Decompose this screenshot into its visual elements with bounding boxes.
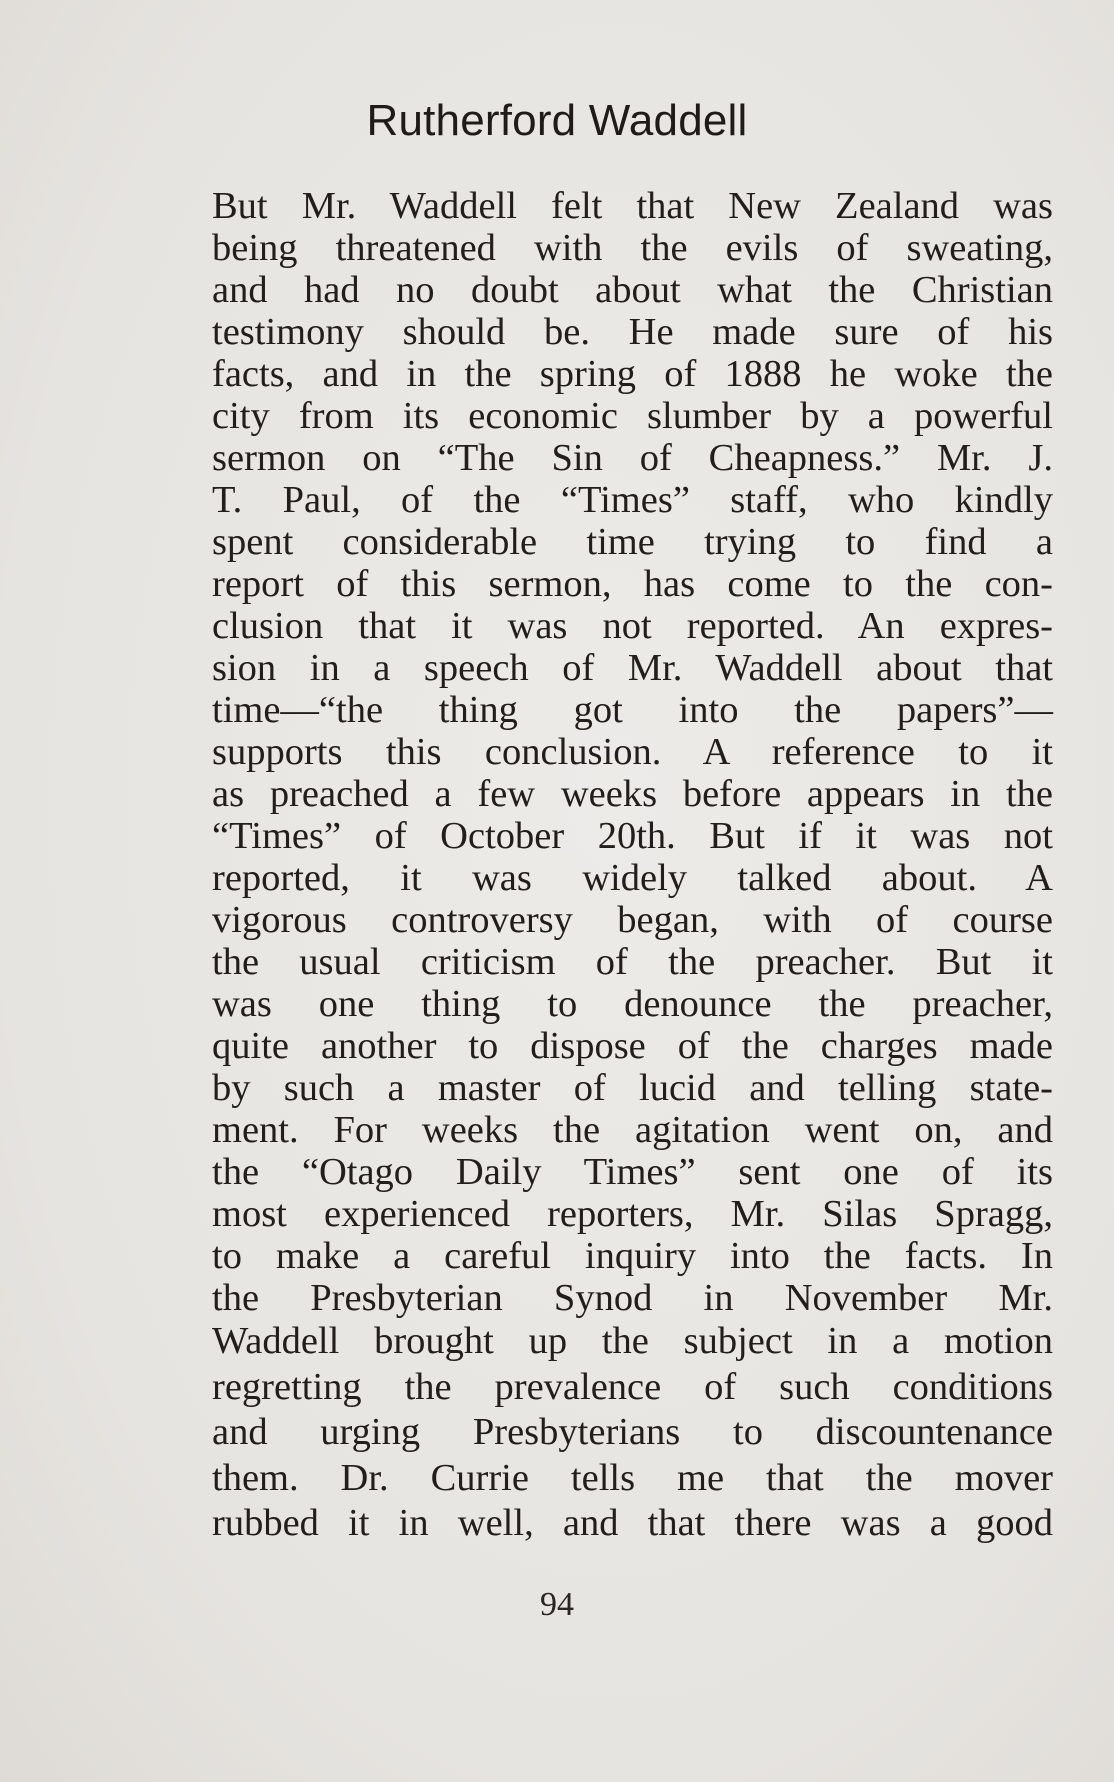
text-line: quite another to dispose of the charges made: [212, 1025, 1053, 1067]
text-line: “Times” of October 20th. But if it was not: [212, 815, 1053, 857]
text-line: T. Paul, of the “Times” staff, who kindly: [212, 479, 1053, 521]
text-line: Waddell brought up the subject in a motion: [212, 1320, 1053, 1362]
text-line: reported, it was widely talked about. A: [212, 857, 1053, 899]
text-line: spent considerable time trying to find a: [212, 521, 1053, 563]
text-line: But Mr. Waddell felt that New Zealand was: [212, 185, 1053, 227]
text-line: time—“the thing got into the papers”—: [212, 689, 1053, 731]
text-line: as preached a few weeks before appears in the: [212, 773, 1053, 815]
text-line: vigorous controversy began, with of course: [212, 899, 1053, 941]
text-line: testimony should be. He made sure of his: [212, 311, 1053, 353]
text-line: supports this conclusion. A reference to it: [212, 731, 1053, 773]
text-line: city from its economic slumber by a powerful: [212, 395, 1053, 437]
text-line: clusion that it was not reported. An expres-: [212, 605, 1053, 647]
text-line: them. Dr. Currie tells me that the mover: [212, 1456, 1053, 1499]
text-line: was one thing to denounce the preacher,: [212, 983, 1053, 1025]
text-line: facts, and in the spring of 1888 he woke the: [212, 353, 1053, 395]
running-head: Rutherford Waddell: [366, 96, 748, 145]
text-line: most experienced reporters, Mr. Silas Spragg,: [212, 1193, 1053, 1235]
text-line: and had no doubt about what the Christian: [212, 269, 1053, 311]
text-line: sion in a speech of Mr. Waddell about that: [212, 647, 1053, 689]
text-line: ment. For weeks the agitation went on, and: [212, 1109, 1053, 1151]
body-text: [212, 185, 1053, 1547]
text-line: regretting the prevalence of such conditions: [212, 1365, 1053, 1408]
text-line: to make a careful inquiry into the facts. In: [212, 1235, 1053, 1277]
text-line: and urging Presbyterians to discountenance: [212, 1411, 1053, 1453]
text-line: the usual criticism of the preacher. But it: [212, 941, 1053, 983]
page-number: 94: [540, 1586, 574, 1623]
text-line: by such a master of lucid and telling state-: [212, 1067, 1053, 1109]
text-line: the “Otago Daily Times” sent one of its: [212, 1151, 1053, 1193]
text-line: report of this sermon, has come to the con-: [212, 563, 1053, 605]
text-line: rubbed it in well, and that there was a good: [212, 1502, 1053, 1544]
text-line: the Presbyterian Synod in November Mr.: [212, 1277, 1053, 1319]
text-line: being threatened with the evils of sweating,: [212, 227, 1053, 269]
text-line: sermon on “The Sin of Cheapness.” Mr. J.: [212, 437, 1053, 479]
